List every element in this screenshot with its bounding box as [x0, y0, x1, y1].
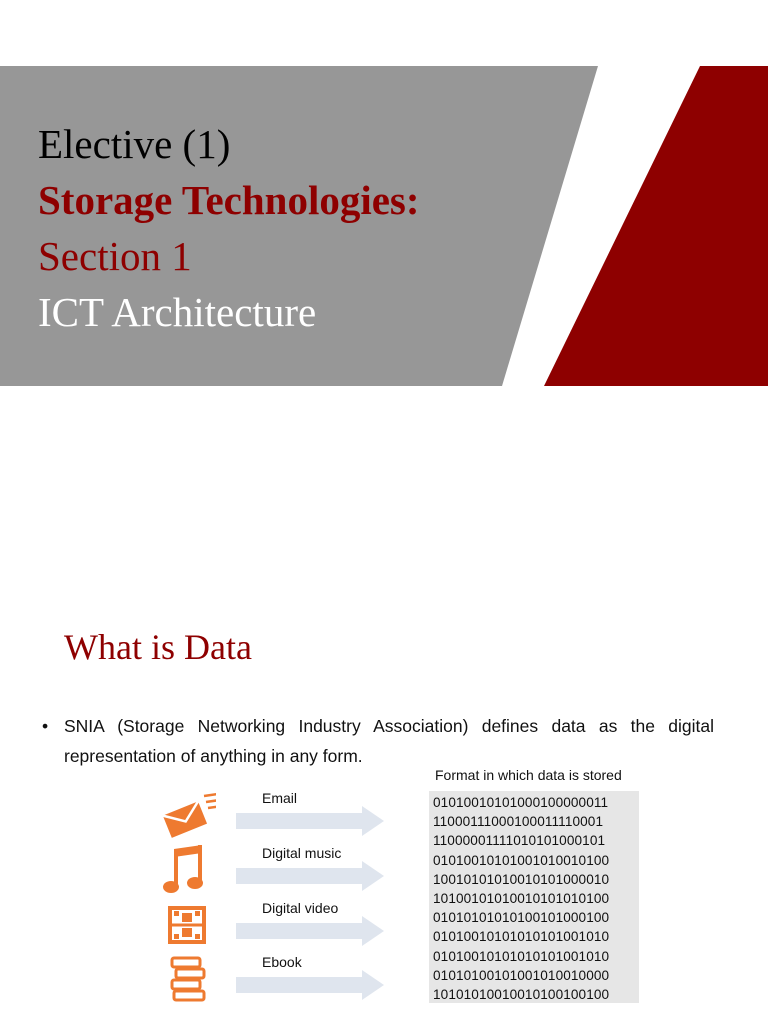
data-type-digital-video: [0, 900, 420, 952]
music-note-icon: [160, 845, 216, 897]
title-ict-architecture: ICT Architecture: [38, 289, 317, 335]
binary-row: 11000111000100011110001: [433, 814, 604, 830]
definition-bullet: [42, 711, 714, 771]
binary-row: 11000001111010101000101: [433, 833, 606, 849]
data-type-label: Digital music: [262, 845, 342, 861]
binary-row: 10101010010010100100100: [433, 986, 610, 1002]
film-icon: [160, 900, 216, 952]
data-type-label: Ebook: [262, 954, 302, 970]
binary-row: 01010010101010101001010: [433, 929, 610, 945]
title-elective: Elective (1): [38, 121, 231, 167]
data-type-label: Digital video: [262, 900, 339, 916]
title-section: Section 1: [38, 233, 192, 279]
title-text-block: [38, 116, 420, 340]
binary-row: 01010010101000100000011: [433, 795, 609, 810]
data-type-label: Email: [262, 790, 298, 806]
data-type-ebook: [0, 954, 420, 1006]
format-caption: Format in which data is stored: [435, 767, 622, 783]
arrow-right-icon: [236, 806, 384, 836]
binary-row: 01010010101010101001010: [433, 948, 610, 964]
book-stack-icon: [160, 954, 216, 1006]
title-banner: [0, 0, 768, 390]
data-type-email: [0, 790, 420, 842]
binary-row: 10010101010010101000010: [433, 871, 610, 887]
arrow-right-icon: [236, 861, 384, 891]
arrow-right-icon: [236, 970, 384, 1000]
slide-heading: What is Data: [64, 627, 252, 667]
binary-row: 01010101010100101000100: [433, 910, 610, 926]
binary-row: 01010100101001010010000: [433, 967, 610, 983]
email-icon: [160, 790, 216, 842]
arrow-right-icon: [236, 916, 384, 946]
data-type-digital-music: [0, 845, 420, 897]
definition-text: SNIA (Storage Networking Industry Association) defines data as the digital representation of anything in any form.: [64, 716, 714, 766]
bullet-dot: •: [42, 716, 49, 736]
binary-row: 10100101010010101010100: [433, 890, 610, 906]
title-storage-technologies: Storage Technologies:: [38, 177, 420, 223]
binary-row: 01010010101001010010100: [433, 852, 610, 868]
binary-data-box: [429, 791, 639, 1003]
